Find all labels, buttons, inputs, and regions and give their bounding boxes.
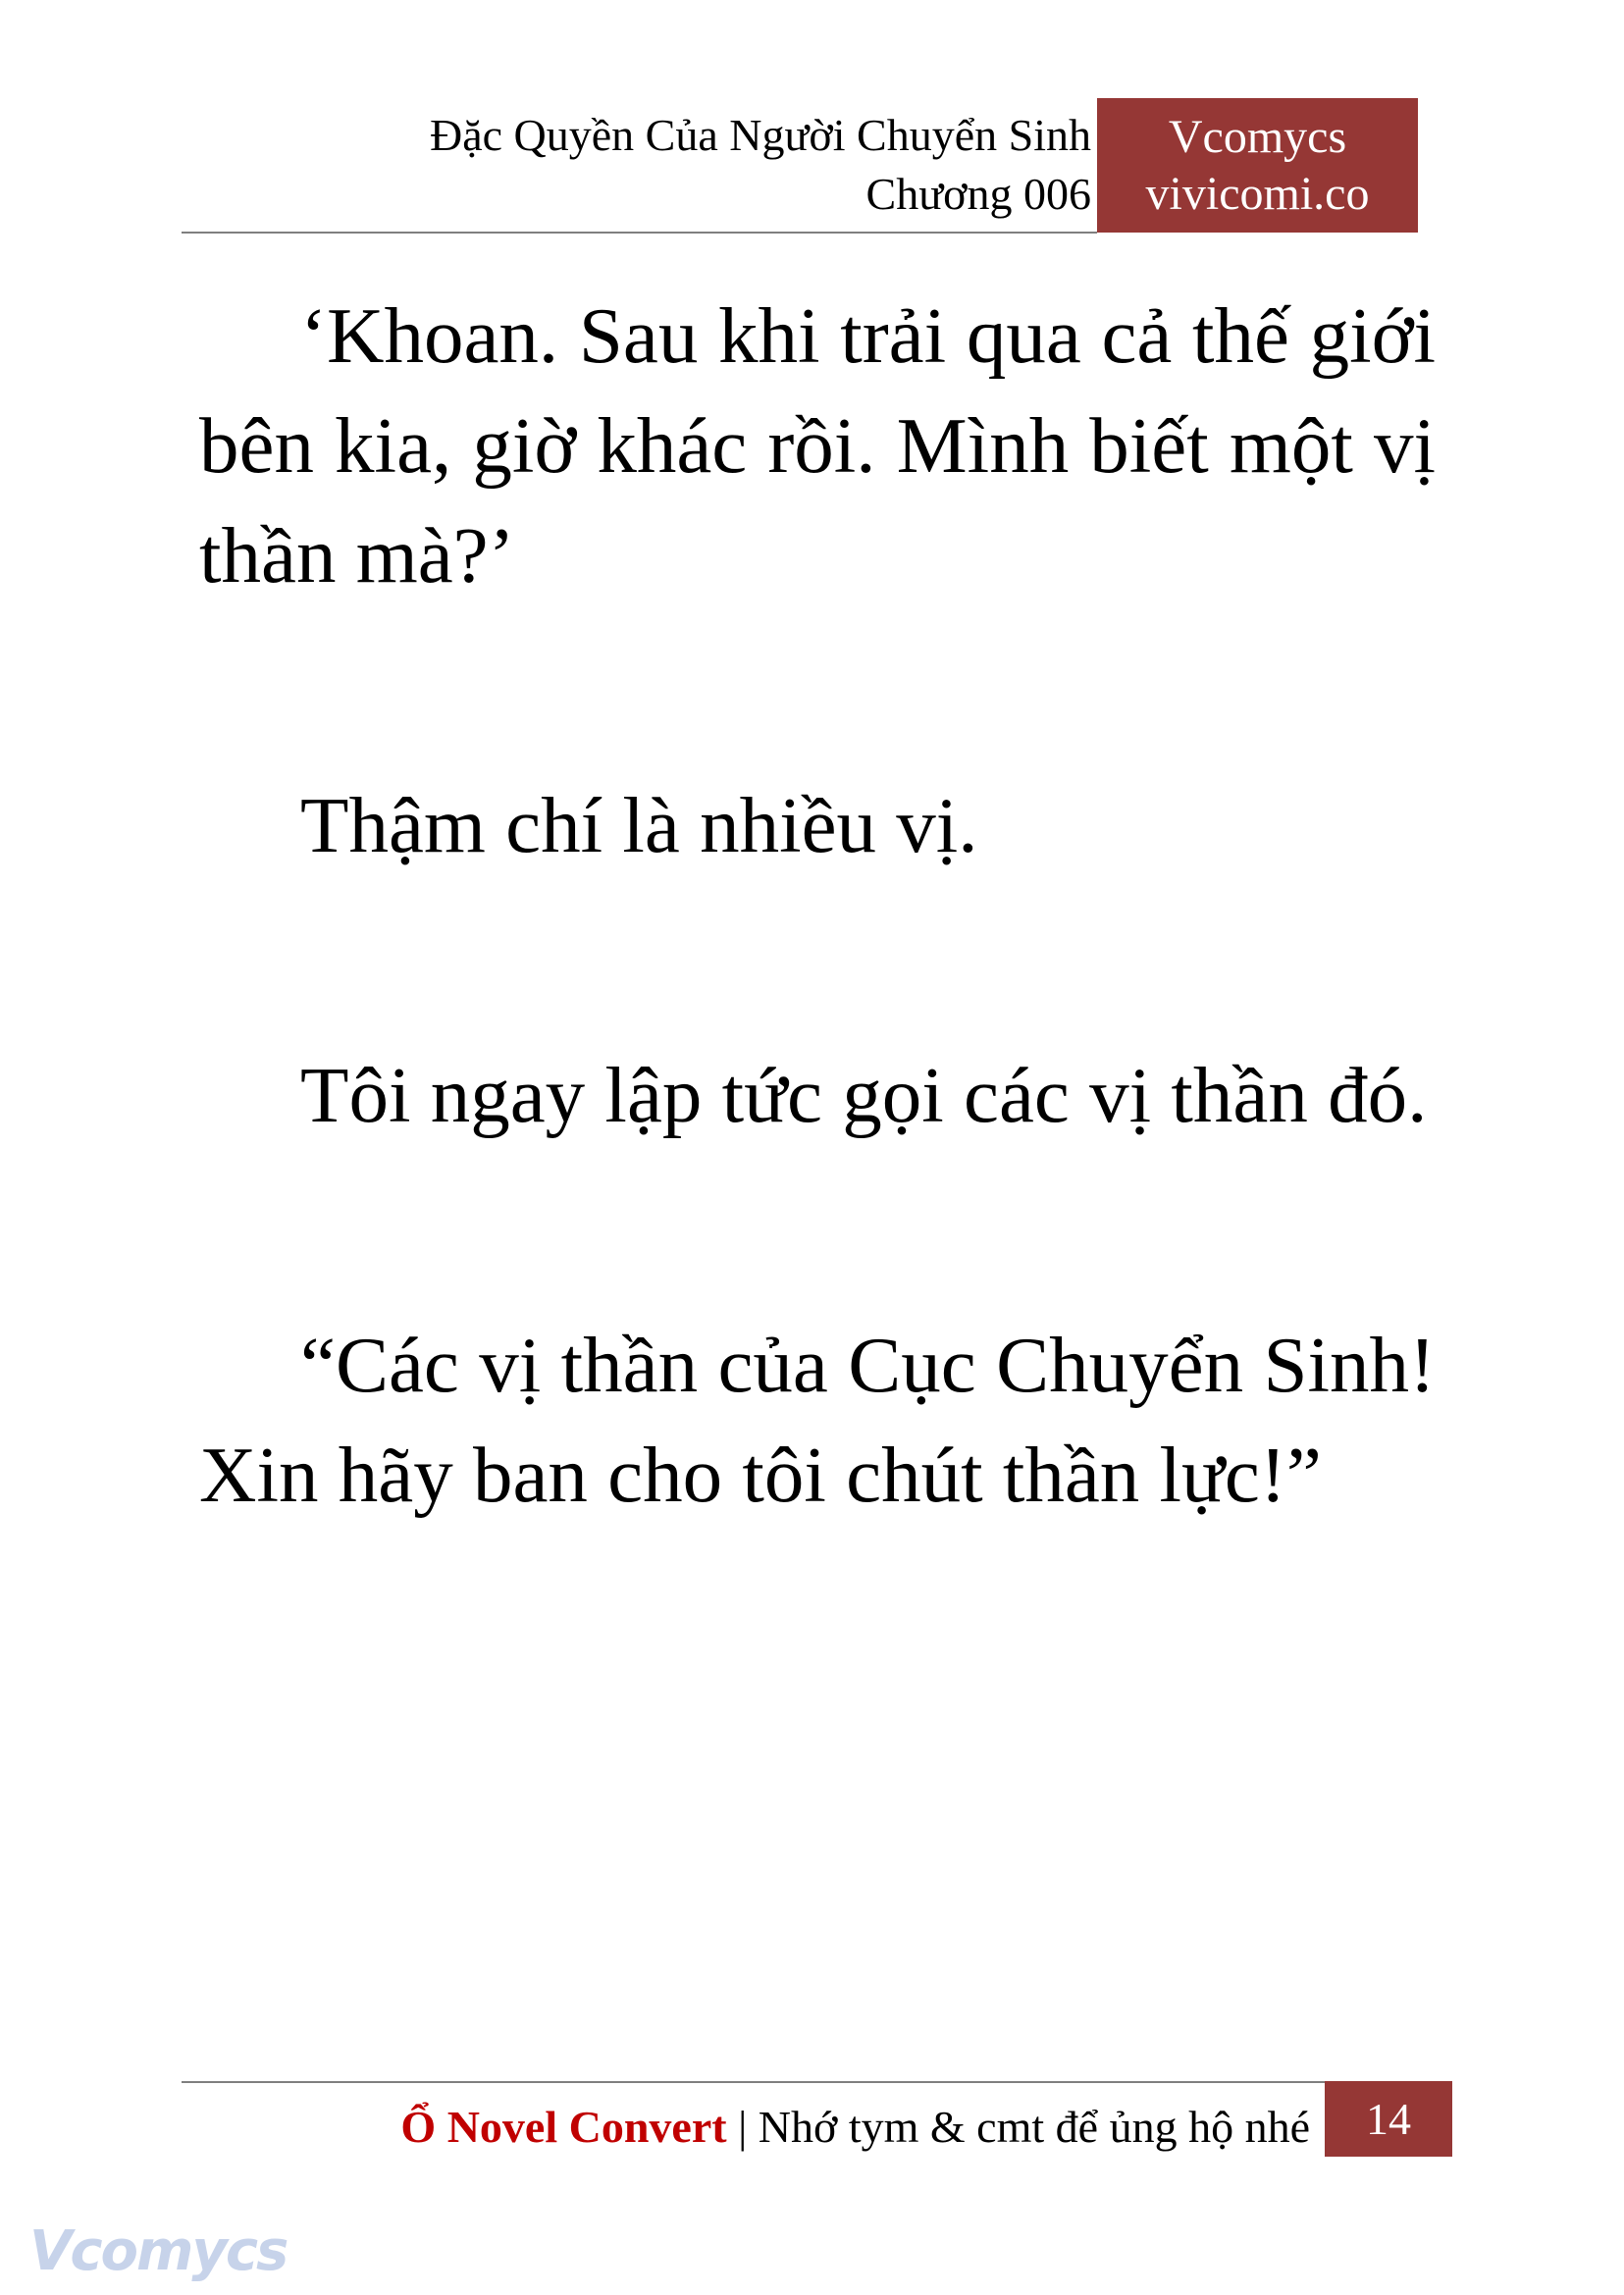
site-url: vivicomi.co	[1145, 168, 1370, 220]
footer-brand: Ổ Novel Convert	[400, 2102, 727, 2152]
paragraph: Tôi ngay lập tức gọi các vị thần đó.	[300, 1051, 1428, 1139]
chapter-content	[199, 281, 1436, 1530]
watermark-logo: Vcomycs	[29, 2219, 288, 2283]
paragraph: “Các vị thần của Cục Chuyển Sinh! Xin hãy ban cho tôi chút thần lực!”	[199, 1321, 1436, 1519]
header-divider	[182, 232, 1097, 234]
header-titles	[430, 106, 1091, 224]
chapter-label: Chương 006	[865, 169, 1091, 219]
footer-note: Nhớ tym & cmt để ủng hộ nhé	[758, 2102, 1310, 2152]
footer-divider	[182, 2081, 1325, 2083]
site-badge	[1097, 98, 1418, 233]
site-name: Vcomycs	[1168, 111, 1347, 163]
page-number: 14	[1325, 2081, 1452, 2157]
footer-text	[400, 2098, 1310, 2157]
paragraph: Thậm chí là nhiều vị.	[300, 781, 978, 869]
footer-separator: |	[726, 2102, 759, 2152]
paragraph: ‘Khoan. Sau khi trải qua cả thế giới bên kia, giờ khác rồi. Mình biết một vị thần mà?’	[199, 291, 1436, 600]
book-title: Đặc Quyền Của Người Chuyển Sinh	[429, 110, 1091, 160]
